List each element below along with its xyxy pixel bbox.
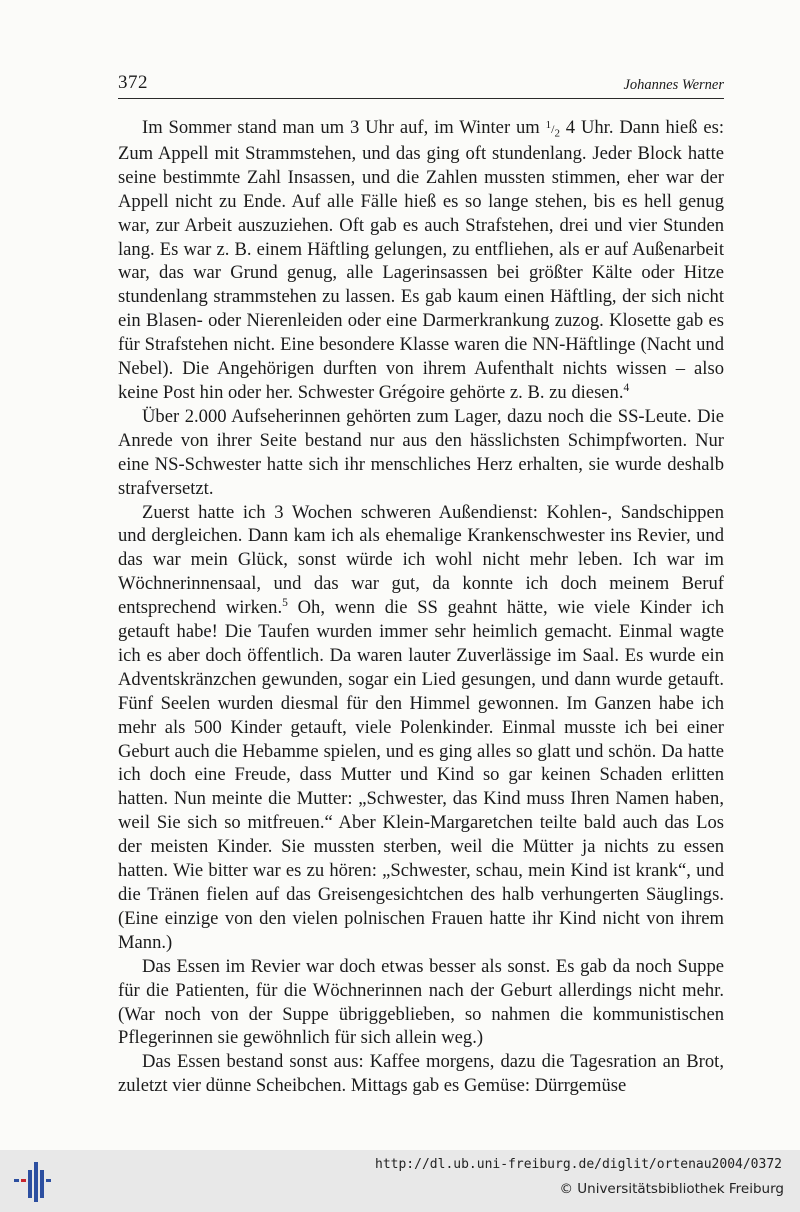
paragraph-4: Das Essen im Revier war doch etwas besser als sonst. Es gab da noch Suppe für die Patienten, für die Wöchnerinnen nach der Geburt allerdings nicht mehr. (War noch von der Suppe übriggeblieben, so nahmen die kommunistischen Pflegerinnen sie gewöhnlich für sich allein weg.) <box>118 955 724 1049</box>
copyright-notice: © Universitätsbibliothek Freiburg <box>559 1181 784 1197</box>
logo-bar-1 <box>14 1179 19 1182</box>
fraction-denominator: 2 <box>554 127 560 140</box>
page-number: 372 <box>118 72 148 93</box>
ub-freiburg-logo-icon <box>14 1162 54 1202</box>
running-head: Johannes Werner <box>623 77 724 93</box>
page-header <box>118 72 724 99</box>
paragraph-2: Über 2.000 Aufseherinnen gehörten zum Lager, dazu noch die SS-Leute. Die Anrede von ihrer Seite bestand nur aus den hässlichsten Schimpfworten. Nur eine NS-Schwester hatte sich ihr menschliches Herz erhalten, sie wurde deshalb strafversetzt. <box>118 405 724 499</box>
body-text <box>118 116 724 1098</box>
paragraph-1-text-b: 4 Uhr. Dann hieß es: Zum Appell mit Strammstehen, und das ging oft stundenlang. Jeder Block hatte seine bestimmte Zahl Insassen, und die Zahlen mussten stimmen, eher war der Appell nicht zu Ende. Auf alle Fälle hieß es so lange stehen, bis es hell genug war, zur Arbeit auszuziehen. Oft gab es auch Strafstehen, drei und vier Stunden lang. Es war z. B. einem Häftling gelungen, zu entfliehen, als er auf Außenarbeit war, das war Grund genug, alle Lagerinsassen bei größter Kälte oder Hitze stundenlang strammstehen zu lassen. Es gab kaum einen Häftling, der sich nicht ein Blasen- oder Nierenleiden oder eine Darmerkrankung zuzog. Klosette gab es für Strafstehen nicht. Eine besondere Klasse waren die NN-Häftlinge (Nacht und Nebel). Die Angehörigen durften von ihrem Aufenthalt nichts wissen – also keine Post hin oder her. Schwester Grégoire gehörte z. B. zu diesen. <box>118 117 724 403</box>
logo-bar-6 <box>46 1179 51 1182</box>
fraction-one-half: $^1/_2$ <box>545 119 560 140</box>
footer-bar <box>0 1150 800 1212</box>
logo-bar-2 <box>21 1179 26 1182</box>
paragraph-5: Das Essen bestand sonst aus: Kaffee morgens, dazu die Tagesration an Brot, zuletzt vier dünne Scheibchen. Mittags gab es Gemüse: Dürrgemüse <box>118 1051 724 1097</box>
footnote-marker-5: 5 <box>282 597 288 610</box>
logo-bar-4 <box>34 1162 38 1202</box>
paragraph-3-text-b: Oh, wenn die SS geahnt hätte, wie viele Kinder ich getauft habe! Die Taufen wurden immer sehr heimlich gemacht. Einmal wagte ich es aber doch öffentlich. Da waren lauter Zuverlässige im Saal. Es wurde ein Adventskränzchen gewunden, sogar ein Lied gesungen, und dann wurde getauft. Fünf Seelen wurden diesmal für den Himmel gewonnen. Im Ganzen habe ich mehr als 500 Kinder getauft, viele Polenkinder. Einmal musste ich bei einer Geburt auch die Hebamme spielen, und es ging alles so glatt und schön. Da hatte ich doch eine Freude, dass Mutter und Kind so gar keinen Schaden erlitten hatten. Nun meinte die Mutter: „Schwester, das Kind muss Ihren Namen haben, weil Sie sich so mitfreuen.“ Aber Klein-Margaretchen teilte bald auch das Los der meisten Kinder. Sie mussten sterben, weil die Mütter ja nichts zu essen hatten. Wie bitter war es zu hören: „Schwester, schau, mein Kind ist krank“, und die Tränen fielen auf das Greisengesichtchen des halb verhungerten Säuglings. (Eine einzige von den vielen polnischen Frauen hatte ihr Kind nicht von ihrem Mann.) <box>118 597 725 953</box>
paragraph-1-text-a: Im Sommer stand man um 3 Uhr auf, im Winter um <box>142 117 546 138</box>
fraction-numerator: 1 <box>545 119 552 131</box>
source-url-link[interactable]: http://dl.ub.uni-freiburg.de/diglit/ortenau2004/0372 <box>375 1157 782 1172</box>
footnote-marker-4: 4 <box>623 381 630 394</box>
paragraph-1 <box>118 116 724 405</box>
paragraph-3-text-a: Zuerst hatte ich 3 Wochen schweren Außendienst: Kohlen-, Sandschippen und dergleichen. Dann kam ich als ehemalige Krankenschwester ins Revier, und das war mein Glück, sonst würde ich wohl nicht mehr leben. Ich war im Wöchnerinnensaal, und das war gut, da konnte ich doch meinem Beruf entsprechend wirken. <box>118 501 724 619</box>
logo-bar-5 <box>40 1170 44 1198</box>
paragraph-3 <box>118 501 724 955</box>
logo-bar-3 <box>28 1170 32 1198</box>
